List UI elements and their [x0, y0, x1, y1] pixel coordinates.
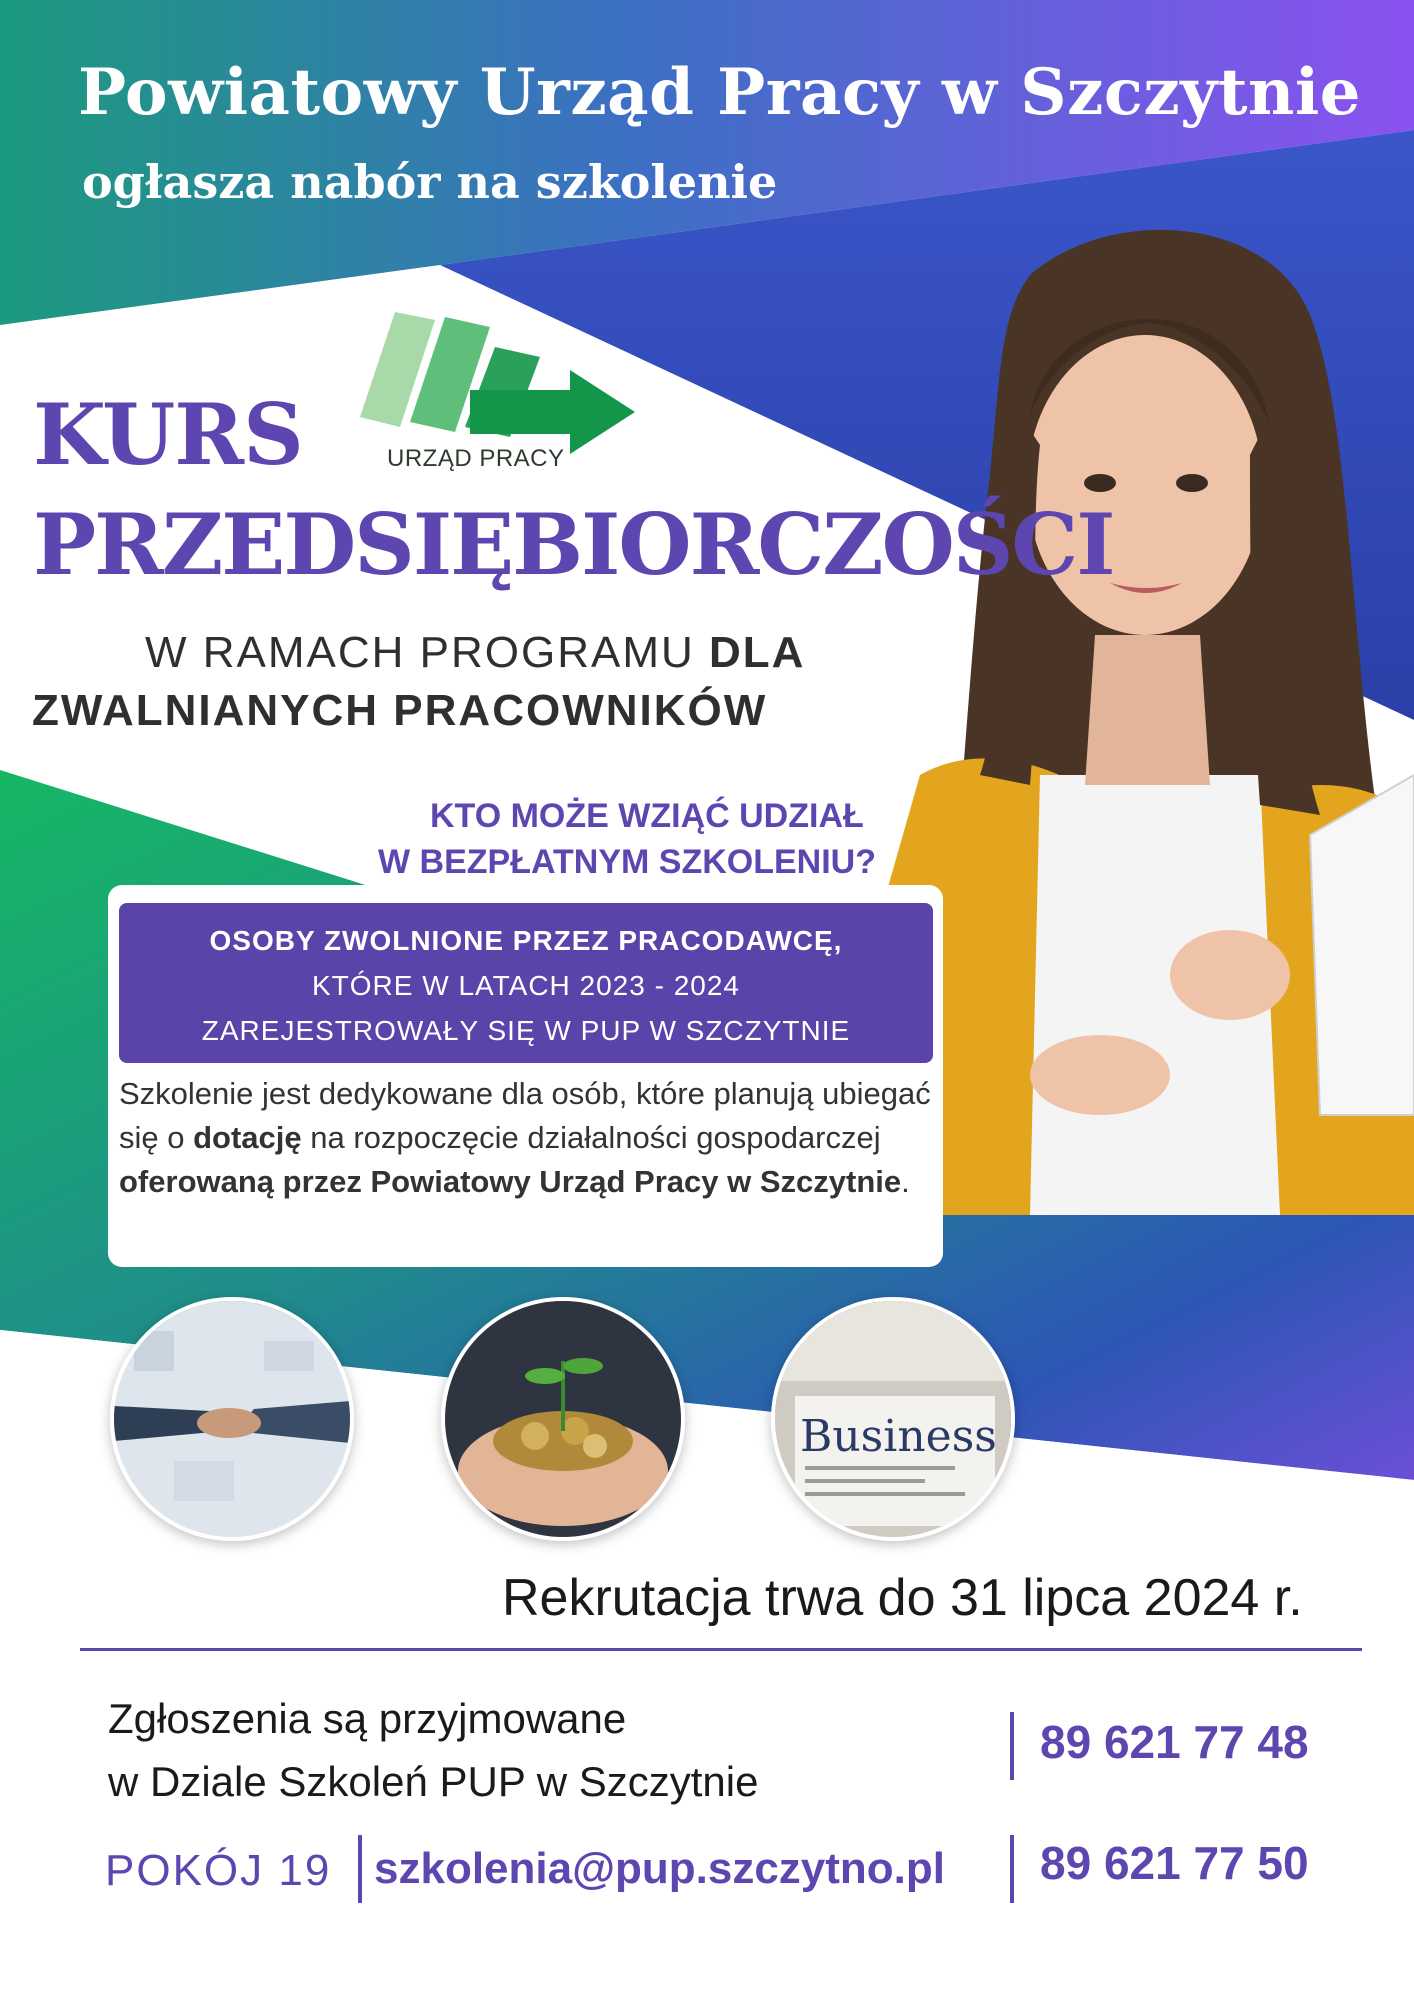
course-title-line1: KURS	[33, 385, 303, 484]
phone-number-1[interactable]: 89 621 77 48	[1040, 1716, 1309, 1768]
recruitment-deadline: Rekrutacja trwa do 31 lipca 2024 r.	[502, 1569, 1303, 1627]
program-line1: W RAMACH PROGRAMU DLA	[145, 628, 806, 677]
separator-bar	[1010, 1712, 1014, 1780]
header-title: Powiatowy Urząd Pracy w Szczytnie	[78, 55, 1361, 130]
application-line1: Zgłoszenia są przyjmowane	[108, 1695, 627, 1742]
separator-bar	[1010, 1835, 1014, 1903]
handshake-photo	[110, 1297, 354, 1541]
question-line1: KTO MOŻE WZIĄĆ UDZIAŁ	[430, 797, 864, 835]
program-line2: ZWALNIANYCH PRACOWNIKÓW	[32, 686, 768, 735]
separator-bar	[358, 1835, 362, 1903]
business-text: Business	[800, 1411, 997, 1462]
course-title-line2: PRZEDSIĘBIORCZOŚCI	[33, 495, 1114, 594]
room-number: POKÓJ 19	[105, 1846, 332, 1895]
description-text: Szkolenie jest dedykowane dla osób, które planują ubiegać się o dotację na rozpoczęcie działalności gospodarczej oferowaną przez Powiatowy Urząd Pracy w Szczytnie.	[119, 1076, 931, 1199]
eligibility-line3: ZAREJESTROWAŁY SIĘ W PUP W SZCZYTNIE	[201, 1015, 851, 1046]
phone-number-2[interactable]: 89 621 77 50	[1040, 1837, 1309, 1889]
eligibility-line2: KTÓRE W LATACH 2023 - 2024	[312, 970, 740, 1001]
divider-line	[80, 1648, 1362, 1651]
coins-plant-photo	[441, 1297, 685, 1541]
email-link[interactable]: szkolenia@pup.szczytno.pl	[374, 1844, 945, 1893]
business-newspaper-photo	[771, 1297, 1015, 1541]
application-line2: w Dziale Szkoleń PUP w Szczytnie	[108, 1758, 759, 1805]
question-line2: W BEZPŁATNYM SZKOLENIU?	[378, 843, 876, 881]
portrait-image	[880, 215, 1414, 1215]
logo-text: URZĄD PRACY	[387, 445, 565, 472]
eligibility-line1: OSOBY ZWOLNIONE PRZEZ PRACODAWCĘ,	[209, 925, 843, 956]
header-subtitle: ogłasza nabór na szkolenie	[82, 155, 778, 209]
